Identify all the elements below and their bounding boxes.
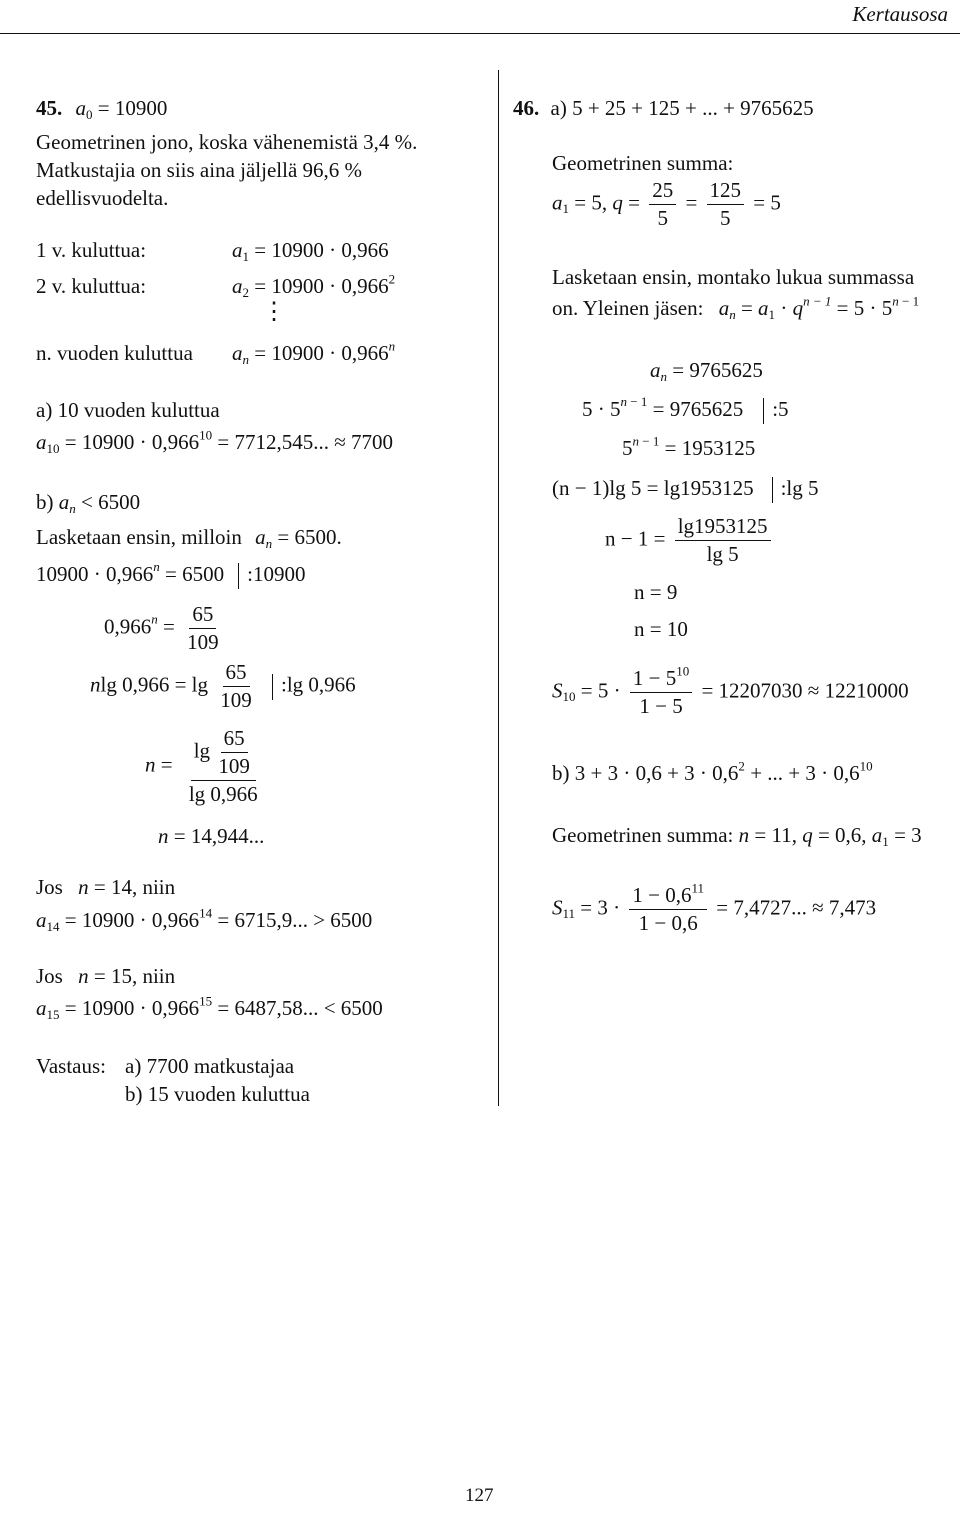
geometric-sum-label: Geometrinen summa: [552, 151, 734, 175]
equation-1: $10900 \cdot 0,966^n = 6500$ :10900 [36, 563, 305, 589]
a15-equation: $a_{15} = 10900 \cdot 0,966^{15} = 6487,58$... < 6500 [36, 993, 383, 1022]
jos-14: Jos n = 14, niin [36, 875, 176, 899]
step-2: $5 \cdot 5^{n - 1} = 9765625$ :5 [582, 398, 789, 424]
intro-line-2: Matkustajia on siis aina jäljellä 96,6 % [36, 158, 363, 182]
vertical-ellipsis: ⋮ [262, 299, 286, 325]
year2-label: 2 v. kuluttua: [36, 274, 147, 298]
an-equation: $a_n = 9765625$ [650, 358, 763, 384]
part-b-params: Geometrinen summa: n = 11, q = 0,6, $a_1 = 3$ [552, 823, 922, 849]
a10-equation: $a_{10} = 10900 \cdot 0,966^{10} = 7712,545$... ≈ 7700 [36, 427, 393, 456]
equation-3: nlg 0,966 = lg $\frac{65}{109}$ :lg 0,966 [90, 660, 356, 712]
step-4: (n − 1)lg 5 = lg1953125 :lg 5 [552, 477, 819, 503]
equation-2: $0,966^n$ = $\frac{65}{109}$ [104, 602, 219, 654]
header-rule [0, 33, 960, 34]
yearn-equation: $a_n = 10900 \cdot 0,966^n$ [232, 338, 396, 367]
general-term: on. Yleinen jäsen: $a_n = a_1 \cdot q^{n - 1} = 5 \cdot 5^{n - 1}$ [552, 293, 920, 322]
answer-label: Vastaus: [36, 1054, 106, 1078]
part-b-sum: b) $3 + 3 \cdot 0,6 + 3 \cdot 0,6^2$ + ... + $3 \cdot 0,6^{10}$ [552, 758, 873, 785]
equation-4: n = lg $\frac{65}{109}$ lg 0,966 [145, 726, 258, 806]
header-title: Kertausosa [852, 2, 948, 26]
year1-label: 1 v. kuluttua: [36, 238, 147, 262]
part-b-text: Lasketaan ensin, milloin $a_n = 6500$. [36, 525, 342, 551]
part-b-condition: b) $a_n < 6500$ [36, 490, 141, 516]
step-7: n = 10 [634, 617, 688, 641]
year1-equation: $a_1 = 10900 \cdot 0,966$ [232, 238, 389, 264]
part-a-label: a) 10 vuoden kuluttua [36, 398, 220, 422]
a1-q-equation: $a_1 = 5$, q = $\frac{25}{5}$ = $\frac{125}{5}$ = 5 [552, 178, 781, 230]
intro-line-1: Geometrinen jono, koska vähenemistä 3,4 %. [36, 130, 418, 154]
s11-equation: $S_{11} = 3$ · $\frac{1 - 0,6^{11}}{1 - 0,6}$ = 7,4727... ≈ 7,473 [552, 880, 877, 935]
problem-46-heading: 46. a) 5 + 25 + 125 + ... + 9765625 [513, 96, 814, 120]
step-6: n = 9 [634, 580, 678, 604]
answer-a: a) 7700 matkustajaa [125, 1054, 295, 1078]
jos-15: Jos n = 15, niin [36, 964, 176, 988]
equation-5: n = 14,944... [158, 824, 265, 848]
year2-equation: $a_2 = 10900 \cdot 0,966^2$ [232, 271, 396, 300]
a14-equation: $a_{14} = 10900 \cdot 0,966^{14} = 6715,9$... > 6500 [36, 905, 373, 934]
answer-b: b) 15 vuoden kuluttua [125, 1082, 310, 1106]
problem-45-heading: 45. $a_0 = 10900$ [36, 96, 168, 122]
column-divider [498, 70, 499, 1106]
yearn-label: n. vuoden kuluttua [36, 341, 193, 365]
page-number: 127 [465, 1485, 494, 1506]
step-3: $5^{n - 1} = 1953125$ [622, 433, 756, 460]
intro-line-3: edellisvuodelta. [36, 186, 169, 210]
count-text-1: Lasketaan ensin, montako lukua summassa [552, 265, 915, 289]
step-5: n − 1 = $\frac{\lg 1953125}{\lg 5}$ [605, 516, 775, 565]
s10-equation: $S_{10} = 5$ · $\frac{1 - 5^{10}}{1 - 5}$ = 12207030 ≈ 12210000 [552, 663, 909, 718]
